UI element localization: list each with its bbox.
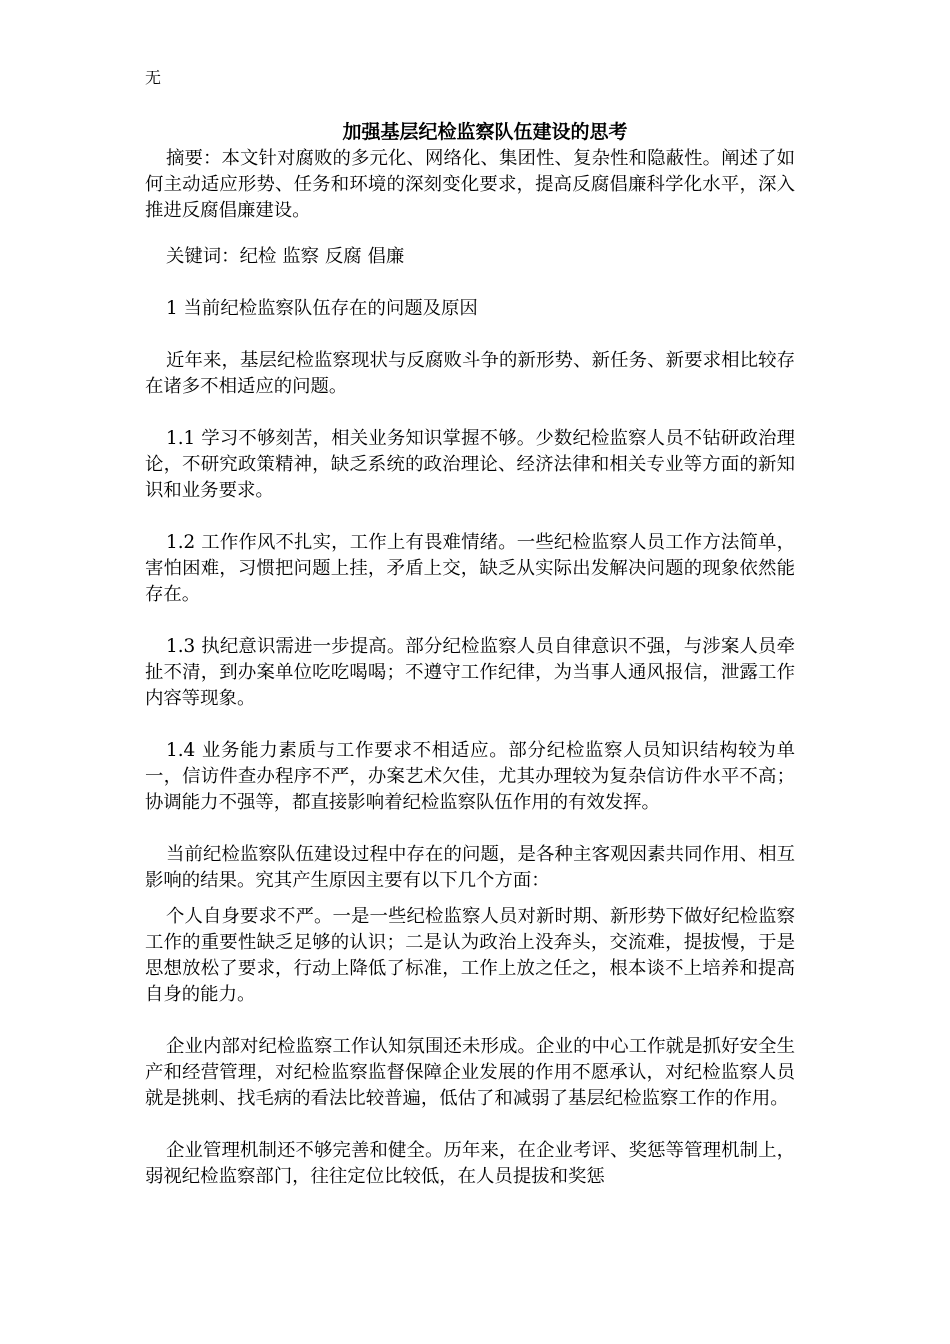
body-paragraph: 企业内部对纪检监察工作认知氛围还未形成。企业的中心工作就是抓好安全生产和经营管理，对纪检监察监督保障企业发展的作用不愿承认，对纪检监察人员就是挑刺、找毛病的看法比较普遍，低估了和减弱了基层纪检监察工作的作用。 — [145, 1036, 795, 1109]
body-paragraph: 当前纪检监察队伍建设过程中存在的问题，是各种主客观因素共同作用、相互影响的结果。究其产生原因主要有以下几个方面： — [145, 844, 795, 891]
body-paragraph: 1.4 业务能力素质与工作要求不相适应。部分纪检监察人员知识结构较为单一，信访件查办程序不严，办案艺术欠佳，尤其办理较为复杂信访件水平不高；协调能力不强等，都直接影响着纪检监察队伍作用的有效发挥。 — [145, 740, 795, 813]
body-paragraph: 企业管理机制还不够完善和健全。历年来，在企业考评、奖惩等管理机制上，弱视纪检监察部门，往往定位比较低，在人员提拔和奖惩 — [145, 1140, 795, 1187]
body-paragraph: 近年来，基层纪检监察现状与反腐败斗争的新形势、新任务、新要求相比较存在诸多不相适应的问题。 — [145, 350, 795, 397]
abstract-paragraph: 摘要：本文针对腐败的多元化、网络化、集团性、复杂性和隐蔽性。阐述了如何主动适应形势、任务和环境的深刻变化要求，提高反腐倡廉科学化水平，深入推进反腐倡廉建设。 — [145, 148, 795, 221]
document-body — [145, 118, 795, 1190]
keywords-paragraph: 关键词：纪检 监察 反腐 倡廉 — [166, 246, 405, 267]
body-paragraph: 1.1 学习不够刻苦，相关业务知识掌握不够。少数纪检监察人员不钻研政治理论，不研究政策精神，缺乏系统的政治理论、经济法律和相关专业等方面的新知识和业务要求。 — [145, 428, 795, 501]
body-paragraph: 1.2 工作作风不扎实，工作上有畏难情绪。一些纪检监察人员工作方法简单，害怕困难，习惯把问题上挂，矛盾上交，缺乏从实际出发解决问题的现象依然能存在。 — [145, 532, 795, 605]
body-paragraph: 个人自身要求不严。一是一些纪检监察人员对新时期、新形势下做好纪检监察工作的重要性缺乏足够的认识；二是认为政治上没奔头，交流难，提拔慢，于是思想放松了要求，行动上降低了标准，工作上放之任之，根本谈不上培养和提高自身的能力。 — [145, 906, 795, 1005]
header-mark: 无 — [145, 68, 162, 87]
document-title: 加强基层纪检监察队伍建设的思考 — [342, 121, 628, 143]
body-paragraph: 1.3 执纪意识需进一步提高。部分纪检监察人员自律意识不强，与涉案人员牵扯不清，到办案单位吃吃喝喝；不遵守工作纪律，为当事人通风报信，泄露工作内容等现象。 — [145, 636, 795, 709]
section-heading: 1 当前纪检监察队伍存在的问题及原因 — [166, 298, 478, 319]
